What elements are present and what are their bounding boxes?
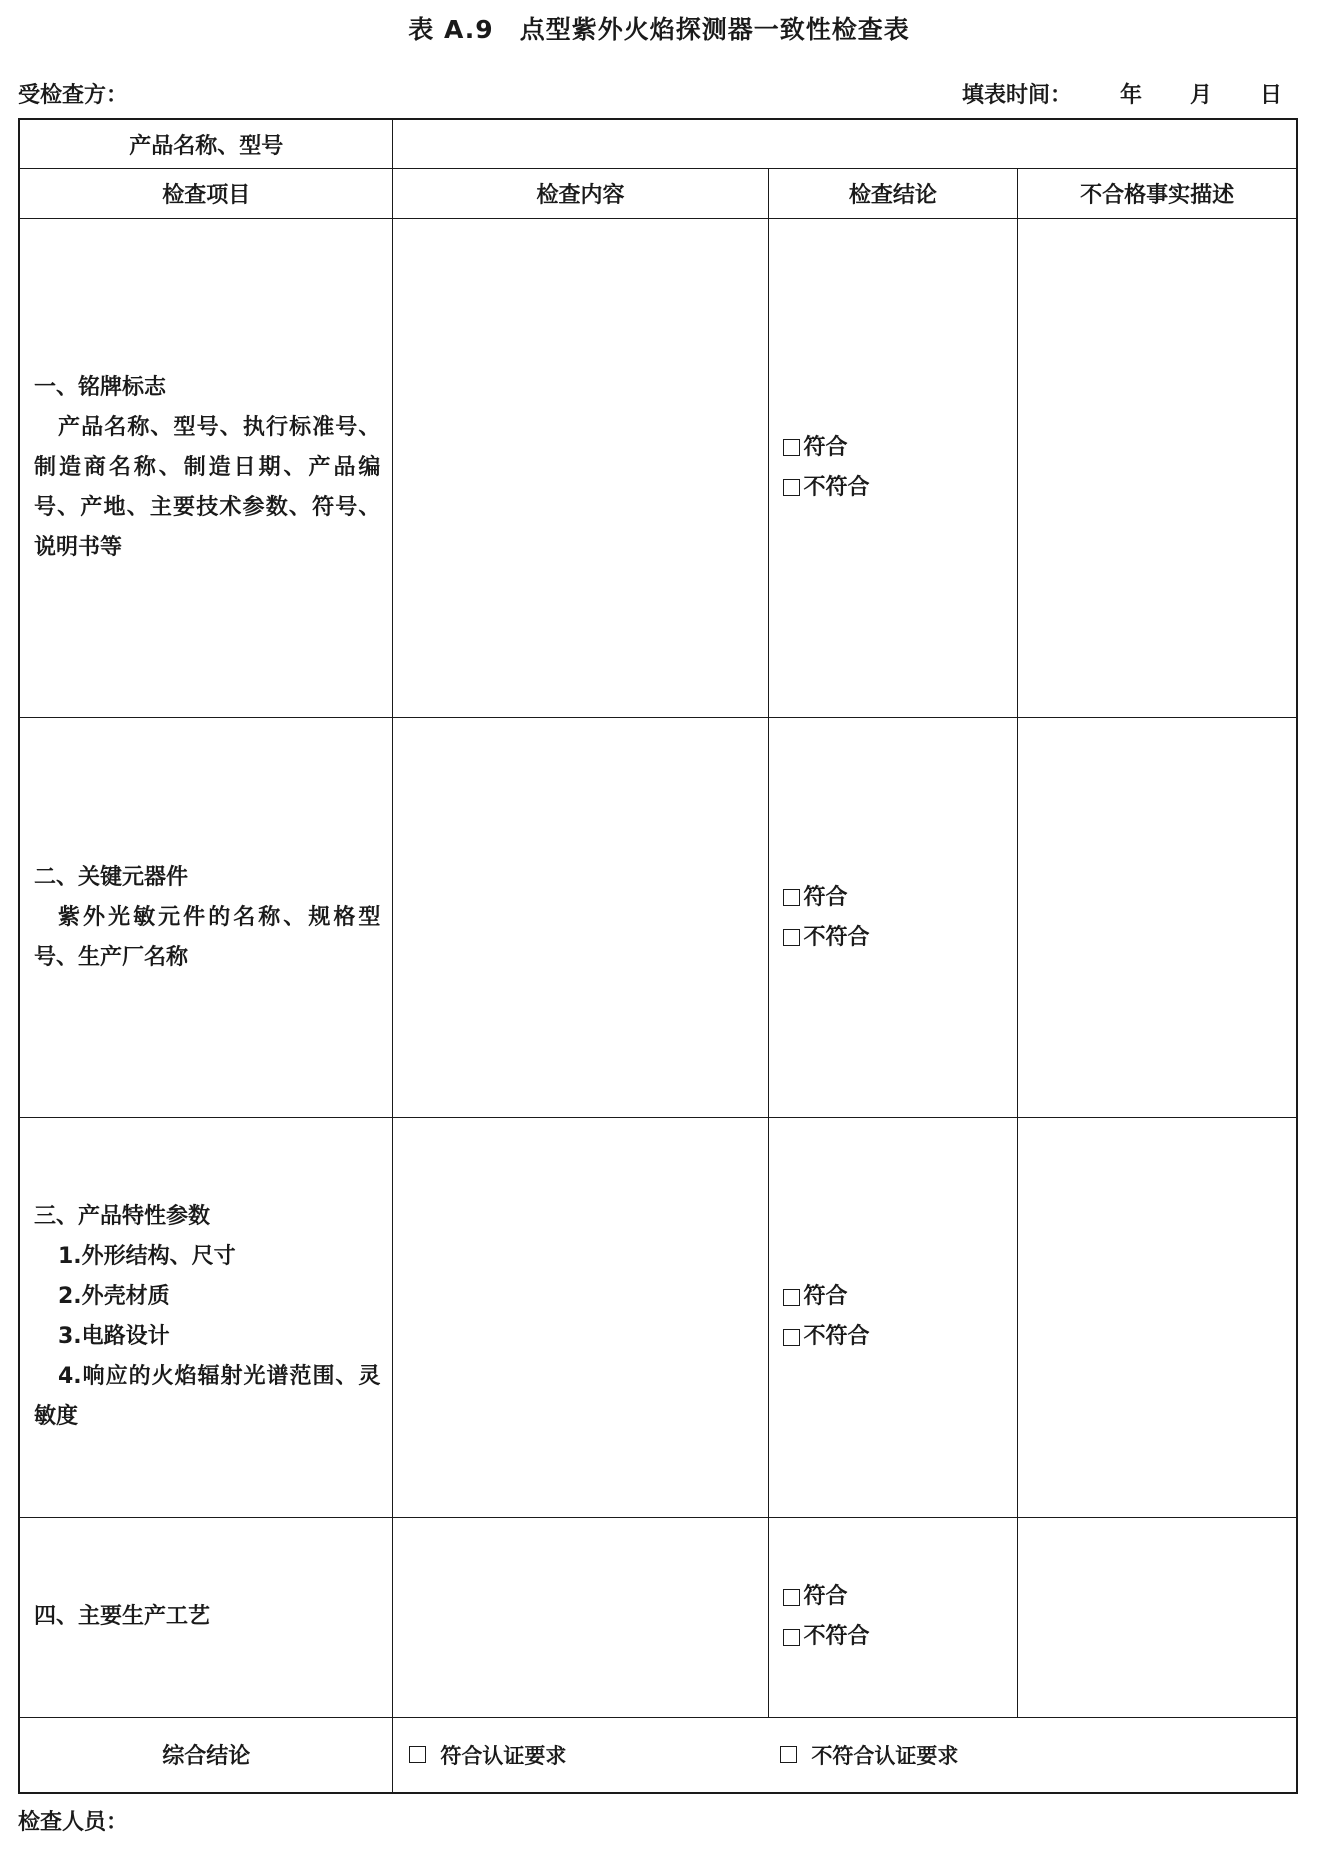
check-item <box>19 1517 393 1717</box>
table-row <box>19 1517 1297 1717</box>
checkbox[interactable] <box>783 1329 800 1346</box>
summary-row <box>19 1717 1297 1793</box>
check-item-heading: 四、主要生产工艺 <box>34 1604 211 1630</box>
fill-date-month: 月 <box>1190 83 1213 108</box>
fill-date <box>962 78 1282 109</box>
inspector-label: 检查人员： <box>18 1810 129 1835</box>
check-result-cell <box>768 218 1018 717</box>
inspection-table <box>18 118 1298 1794</box>
fill-date-label: 填表时间： <box>962 83 1073 108</box>
option-nonconform[interactable]: 不符合 <box>783 1617 1018 1657</box>
checkbox[interactable] <box>783 889 800 906</box>
header-result: 检查结论 <box>768 169 1018 219</box>
checkbox[interactable] <box>783 1289 800 1306</box>
checkbox[interactable] <box>783 1629 800 1646</box>
option-conform[interactable]: 符合 <box>783 878 1018 918</box>
check-item-sub: 1.外形结构、尺寸 <box>58 1244 236 1270</box>
option-conform[interactable]: 符合 <box>783 1277 1018 1317</box>
check-content-cell[interactable] <box>393 718 768 1118</box>
summary-option-nonconform[interactable]: 不符合认证要求 <box>780 1740 958 1770</box>
check-content-cell[interactable] <box>393 218 768 717</box>
option-nonconform[interactable]: 不符合 <box>783 1317 1018 1357</box>
check-result-cell <box>768 1517 1018 1717</box>
check-item-sub: 3.电路设计 <box>58 1324 170 1350</box>
check-item-heading: 三、产品特性参数 <box>34 1204 211 1230</box>
checkbox[interactable] <box>783 929 800 946</box>
checkbox[interactable] <box>783 439 800 456</box>
checkbox[interactable] <box>409 1746 426 1763</box>
check-result-cell <box>768 1117 1018 1517</box>
check-item <box>19 718 393 1118</box>
header-nonconformity: 不合格事实描述 <box>1018 169 1297 219</box>
product-name-value[interactable] <box>393 119 1297 169</box>
check-item-desc: 产品名称、型号、执行标准号、制造商名称、制造日期、产品编号、产地、主要技术参数、符号、说明书等 <box>34 414 381 560</box>
summary-options-cell <box>393 1717 1297 1793</box>
check-content-cell[interactable] <box>393 1517 768 1717</box>
check-item <box>19 218 393 717</box>
summary-label: 综合结论 <box>19 1717 393 1793</box>
header-item: 检查项目 <box>19 169 393 219</box>
fill-date-day: 日 <box>1260 83 1283 108</box>
nonconformity-cell[interactable] <box>1018 1117 1297 1517</box>
table-title: 点型紫外火焰探测器一致性检查表 <box>519 15 910 44</box>
check-item-sub: 2.外壳材质 <box>58 1284 170 1310</box>
nonconformity-cell[interactable] <box>1018 1517 1297 1717</box>
header-content: 检查内容 <box>393 169 768 219</box>
table-row <box>19 1117 1297 1517</box>
check-item-heading: 二、关键元器件 <box>34 864 189 890</box>
header-row <box>19 169 1297 219</box>
checkbox[interactable] <box>780 1746 797 1763</box>
option-nonconform[interactable]: 不符合 <box>783 468 1018 508</box>
checkbox[interactable] <box>783 479 800 496</box>
checkbox[interactable] <box>783 1589 800 1606</box>
option-conform[interactable]: 符合 <box>783 428 1018 468</box>
page-title <box>0 10 1318 46</box>
check-item-desc: 紫外光敏元件的名称、规格型号、生产厂名称 <box>34 904 381 970</box>
nonconformity-cell[interactable] <box>1018 218 1297 717</box>
product-row <box>19 119 1297 169</box>
check-result-cell <box>768 718 1018 1118</box>
table-number: 表 A.9 <box>408 15 494 44</box>
nonconformity-cell[interactable] <box>1018 718 1297 1118</box>
option-nonconform[interactable]: 不符合 <box>783 918 1018 958</box>
fill-date-year: 年 <box>1120 83 1143 108</box>
check-item-heading: 一、铭牌标志 <box>34 374 167 400</box>
check-content-cell[interactable] <box>393 1117 768 1517</box>
check-item <box>19 1117 393 1517</box>
table-row <box>19 718 1297 1118</box>
inspected-party-label: 受检查方： <box>18 83 129 108</box>
check-item-sub: 4.响应的火焰辐射光谱范围、灵敏度 <box>34 1364 381 1430</box>
product-name-label: 产品名称、型号 <box>19 119 393 169</box>
summary-option-conform[interactable]: 符合认证要求 <box>409 1740 566 1770</box>
table-row <box>19 218 1297 717</box>
option-conform[interactable]: 符合 <box>783 1577 1018 1617</box>
